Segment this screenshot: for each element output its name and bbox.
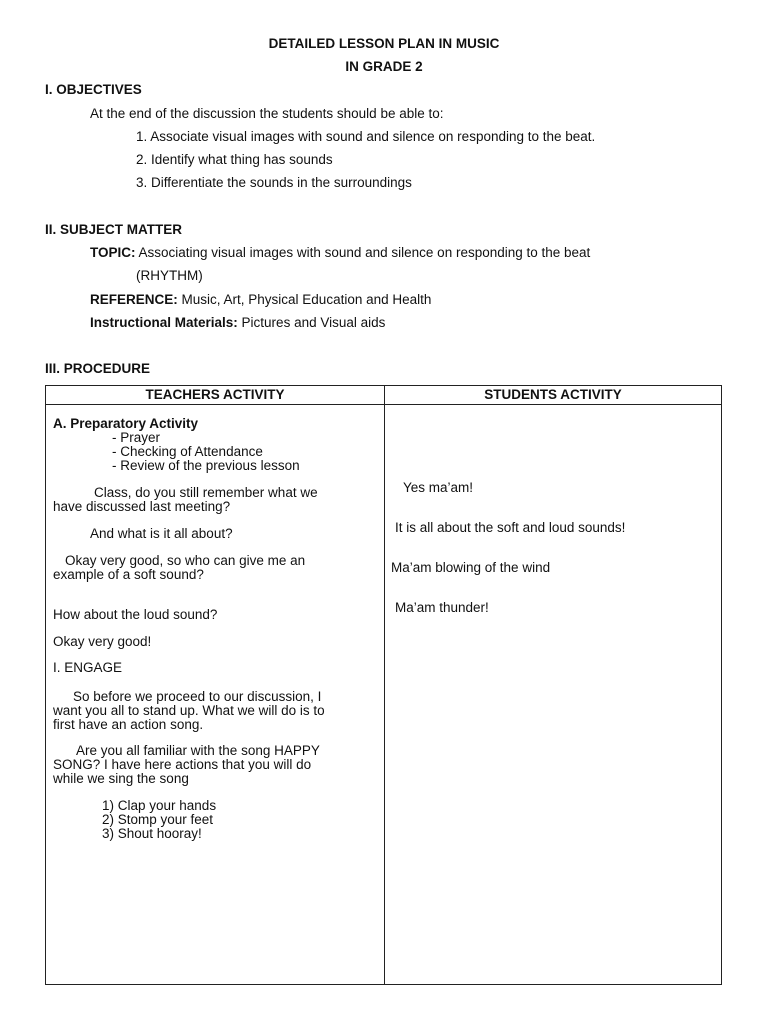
objectives-heading: I. OBJECTIVES [45,82,142,97]
procedure-table [45,385,722,985]
teacher-question: Class, do you still remember what we [94,485,318,500]
teacher-paragraph: So before we proceed to our discussion, I [73,689,322,704]
teacher-question: have discussed last meeting? [53,499,231,514]
teacher-paragraph: first have an action song. [53,717,204,732]
materials-line [90,315,385,331]
student-answer: Ma’am blowing of the wind [391,560,551,575]
objectives-intro: At the end of the discussion the students should be able to: [90,106,444,121]
reference-value: Music, Art, Physical Education and Health [177,292,432,307]
reference-label: REFERENCE: [90,292,178,307]
materials-value: Pictures and Visual aids [237,315,386,330]
objective-item: 3. Differentiate the sounds in the surroundings [136,175,412,190]
prep-item: - Review of the previous lesson [112,458,300,473]
teacher-question: And what is it all about? [90,526,233,541]
materials-label: Instructional Materials: [90,315,238,330]
prep-item: - Prayer [112,430,161,445]
student-answer: It is all about the soft and loud sounds! [395,520,626,535]
action-item: 2) Stomp your feet [102,812,214,827]
teacher-remark: Okay very good! [53,634,152,649]
prep-item: - Checking of Attendance [112,444,263,459]
preparatory-activity-heading: A. Preparatory Activity [53,416,199,431]
topic-line [90,245,590,261]
subject-matter-heading: II. SUBJECT MATTER [45,222,183,237]
teacher-question: example of a soft sound? [53,567,204,582]
teacher-paragraph: want you all to stand up. What we will do is to [53,703,325,718]
action-item: 3) Shout hooray! [102,826,202,841]
students-activity-header: STUDENTS ACTIVITY [484,387,622,402]
teacher-question: Okay very good, so who can give me an [65,553,306,568]
teacher-paragraph: while we sing the song [53,771,189,786]
student-answer: Ma’am thunder! [395,600,489,615]
column-divider [384,386,385,984]
teacher-question: How about the loud sound? [53,607,218,622]
topic-label: TOPIC: [90,245,136,260]
teacher-paragraph: SONG? I have here actions that you will do [53,757,312,772]
engage-heading: I. ENGAGE [53,660,123,675]
reference-line [90,292,431,308]
teachers-activity-header: TEACHERS ACTIVITY [145,387,285,402]
document-title: DETAILED LESSON PLAN IN MUSIC [268,36,500,51]
objective-item: 2. Identify what thing has sounds [136,152,333,167]
student-answer: Yes ma’am! [403,480,474,495]
action-item: 1) Clap your hands [102,798,217,813]
objective-item: 1. Associate visual images with sound and silence on responding to the beat. [136,129,596,144]
topic-value: Associating visual images with sound and silence on responding to the beat [135,245,591,260]
topic-value-continued: (RHYTHM) [136,268,203,283]
teacher-paragraph: Are you all familiar with the song HAPPY [76,743,320,758]
procedure-heading: III. PROCEDURE [45,361,151,376]
document-subtitle: IN GRADE 2 [345,59,423,74]
header-divider [46,404,721,405]
